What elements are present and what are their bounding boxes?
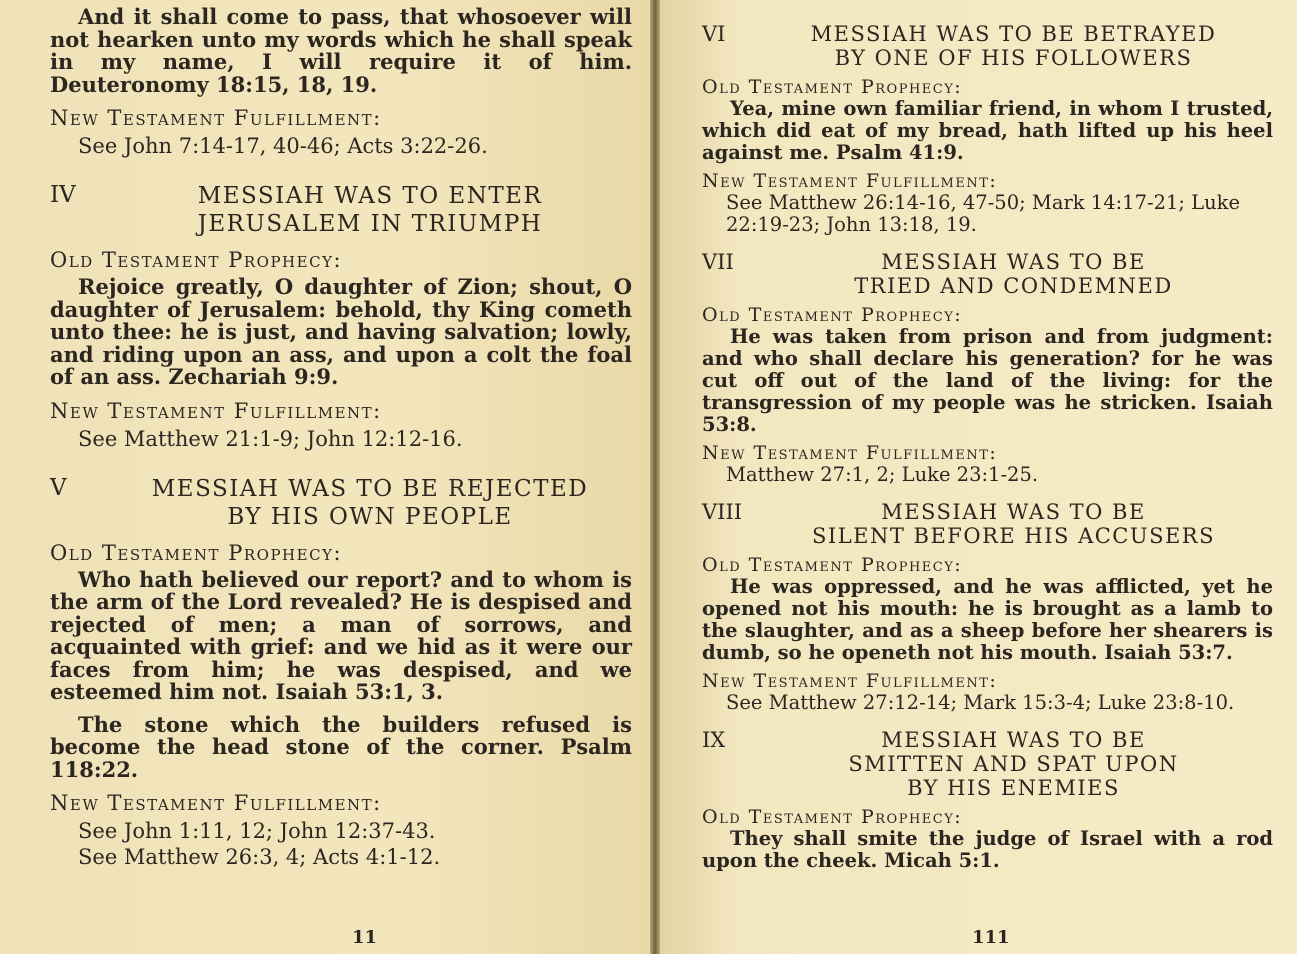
prophecy-label: Old Testament Prophecy: xyxy=(50,248,343,272)
prophecy-label: Old Testament Prophecy: xyxy=(50,540,343,565)
fulfillment-label: New Testament Fulfillment: xyxy=(50,106,382,130)
section-title-line: MESSIAH WAS TO ENTER xyxy=(197,183,543,209)
section-number: IV xyxy=(50,182,76,208)
fulfillment-label: New Testament Fulfillment: xyxy=(50,791,382,815)
fulfillment-reference: See Matthew 21:1-9; John 12:12-16. xyxy=(78,426,463,451)
prophecy-label: Old Testament Prophecy: xyxy=(702,806,963,828)
prophecy-text: Who hath believed our report? and to whom is the arm of the Lord revealed? He is despised and rejected of men; a man of sorrows, and acquainted with grief: and we hid as it were our faces from him; he was despised, and we esteemed him not. Isaiah 53:1, 3. xyxy=(50,566,632,704)
section-title xyxy=(108,475,632,531)
section-title xyxy=(754,22,1273,70)
section-title xyxy=(754,728,1273,800)
page-number: 111 xyxy=(972,927,1010,948)
section-heading-v xyxy=(50,475,632,531)
fulfillment-label: New Testament Fulfillment: xyxy=(702,170,998,192)
prophecy-text: Yea, mine own familiar friend, in whom I trusted, which did eat of my bread, hath lifted up his heel against me. Psalm 41:9. xyxy=(702,97,1273,164)
section-title-line: TRIED AND CONDEMNED xyxy=(854,274,1173,298)
section-heading-viii xyxy=(702,500,1273,548)
section-number: V xyxy=(50,474,67,501)
section-heading-vii xyxy=(702,250,1273,298)
section-title-line: MESSIAH WAS TO BE xyxy=(881,728,1146,752)
prophecy-label: Old Testament Prophecy: xyxy=(702,304,963,326)
section-title-line: MESSIAH WAS TO BE xyxy=(881,250,1146,274)
section-heading-ix xyxy=(702,728,1273,800)
fulfillment-reference: Matthew 27:1, 2; Luke 23:1-25. xyxy=(726,463,1039,486)
prophecy-text: He was taken from prison and from judgment: and who shall declare his generation? for he was cut off out of the land of the living: for the transgression of my people was he stricken. Isaiah 53:8. xyxy=(702,325,1273,436)
section-heading-iv xyxy=(50,182,632,238)
fulfillment-reference: See John 7:14-17, 40-46; Acts 3:22-26. xyxy=(78,134,488,158)
fulfillment-reference: See John 1:11, 12; John 12:37-43. xyxy=(78,819,436,843)
fulfillment-reference: See Matthew 26:3, 4; Acts 4:1-12. xyxy=(78,845,441,869)
section-title xyxy=(754,250,1273,298)
prophecy-text: The stone which the builders refused is become the head stone of the corner. Psalm 118:22. xyxy=(50,711,632,782)
section-heading-vi xyxy=(702,22,1273,70)
section-title xyxy=(108,182,632,238)
fulfillment-label: New Testament Fulfillment: xyxy=(702,670,998,692)
prophecy-text: He was oppressed, and he was afflicted, yet he opened not his mouth: he is brought as a lamb to the slaughter, and as a sheep before her shearers is dumb, so he openeth not his mouth. Isaiah 53:7. xyxy=(702,575,1273,664)
prophecy-label: Old Testament Prophecy: xyxy=(702,76,963,98)
section-title-line: SILENT BEFORE HIS ACCUSERS xyxy=(812,524,1215,548)
section-title-line: JERUSALEM IN TRIUMPH xyxy=(197,211,543,237)
section-title-line: BY ONE OF HIS FOLLOWERS xyxy=(834,46,1193,70)
fulfillment-reference: See Matthew 26:14-16, 47-50; Mark 14:17-21; Luke 22:19-23; John 13:18, 19. xyxy=(726,191,1241,236)
right-page xyxy=(660,0,1297,954)
page-number: 11 xyxy=(352,927,378,948)
prophecy-label: Old Testament Prophecy: xyxy=(702,554,963,576)
fulfillment-label: New Testament Fulfillment: xyxy=(50,398,382,423)
section-title-line: MESSIAH WAS TO BE xyxy=(881,500,1146,524)
section-number: VII xyxy=(702,250,734,274)
section-title-line: SMITTEN AND SPAT UPON xyxy=(848,752,1179,776)
section-number: IX xyxy=(702,728,726,752)
fulfillment-label: New Testament Fulfillment: xyxy=(702,442,998,464)
continuation-text: And it shall come to pass, that whosoever will not hearken unto my words which he shall speak in my name, I will require it of him. Deuteronomy 18:15, 18, 19. xyxy=(50,4,632,97)
section-title-line: MESSIAH WAS TO BE BETRAYED xyxy=(810,22,1217,46)
section-number: VIII xyxy=(702,500,743,524)
section-title-line: MESSIAH WAS TO BE REJECTED xyxy=(151,475,589,502)
section-title-line: BY HIS OWN PEOPLE xyxy=(227,503,513,530)
prophecy-text: They shall smite the judge of Israel with a rod upon the cheek. Micah 5:1. xyxy=(702,827,1273,872)
fulfillment-reference: See Matthew 27:12-14; Mark 15:3-4; Luke 23:8-10. xyxy=(726,691,1235,714)
section-title-line: BY HIS ENEMIES xyxy=(907,776,1120,800)
book-gutter xyxy=(650,0,660,954)
prophecy-text: Rejoice greatly, O daughter of Zion; shout, O daughter of Jerusalem: behold, thy King cometh unto thee: he is just, and having salvation; lowly, and riding upon an ass, and upon a colt the foal of an ass. Zechariah 9:9. xyxy=(50,274,632,389)
section-number: VI xyxy=(702,22,726,46)
section-title xyxy=(754,500,1273,548)
